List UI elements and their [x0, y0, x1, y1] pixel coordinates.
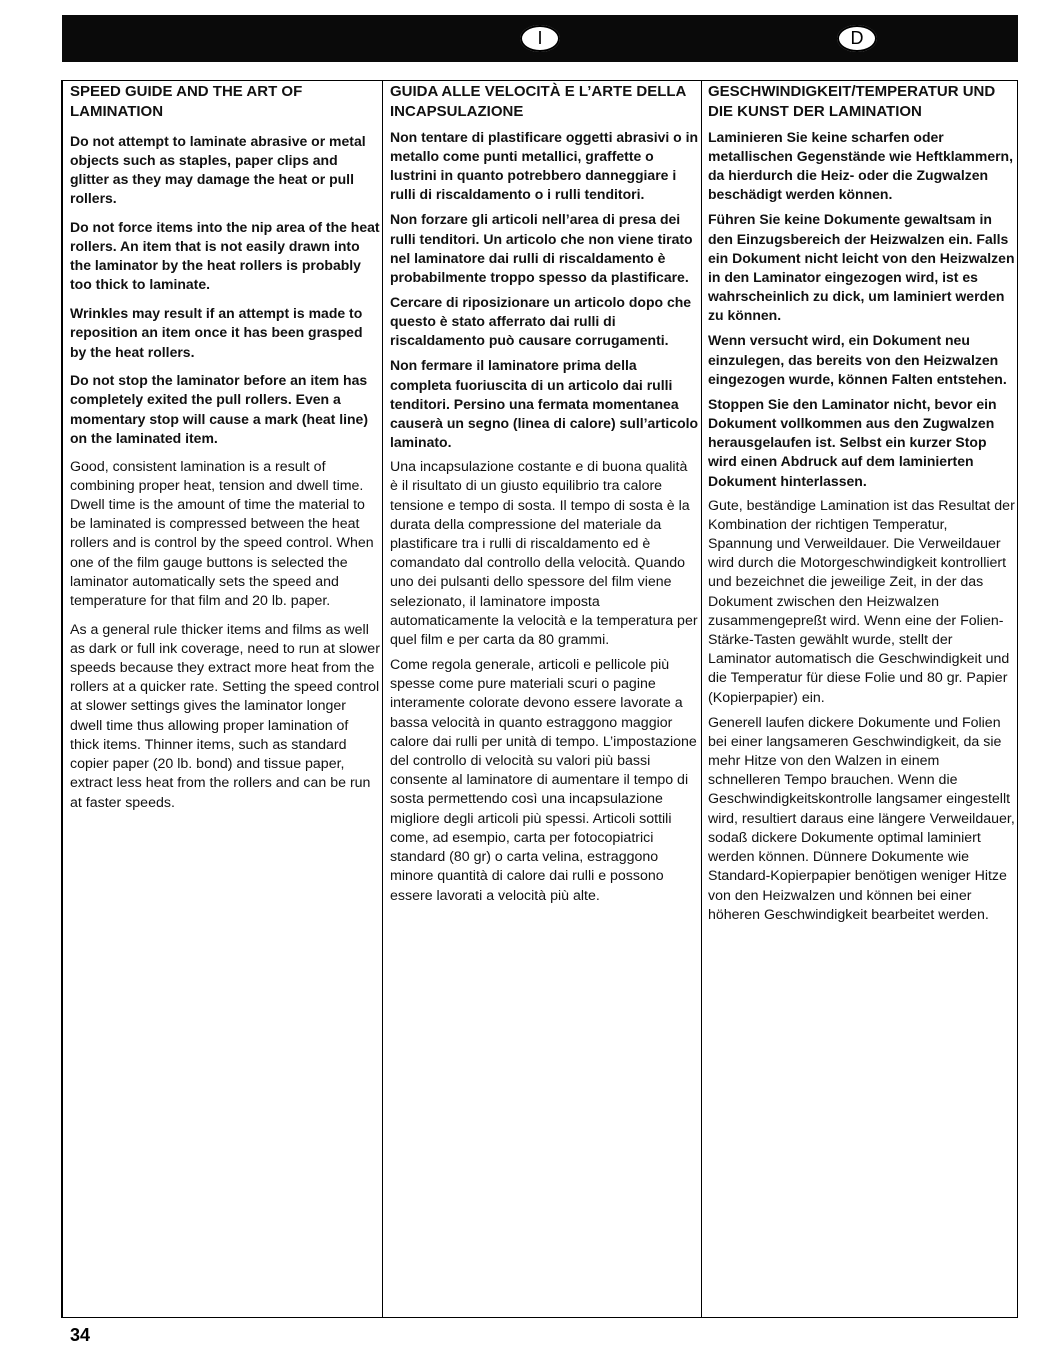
warning-paragraph: Wenn versucht wird, ein Dokument neu einzulegen, das bereits von den Heizwalzen eingezogen wurde, können Falten entstehen.	[708, 332, 1007, 387]
body-paragraph: Una incapsulazione costante e di buona qualità è il risultato di un giusto equilibrio tra calore tensione e tempo di sosta. Il tempo di sosta è la durata della compressione del materiale da plastificare tra i rulli di riscaldamento ed è comandato dal controllo della velocità. Quando uno dei pulsanti dello spessore del film viene selezionato, il laminatore imposta automaticamente la velocità e la temperatura per quel film e per carta da 80 grammi.	[390, 459, 698, 649]
header-bar	[62, 15, 1018, 62]
warning-paragraph: Do not attempt to laminate abrasive or metal objects such as staples, paper clips and glitter as they may damage the heat or pull rollers.	[70, 132, 366, 207]
warning-paragraph: Cercare di riposizionare un articolo dopo che questo è stato afferrato dai rulli di riscaldamento può causare corrugamenti.	[390, 294, 692, 349]
column-italian	[382, 81, 701, 1317]
column-title: SPEED GUIDE AND THE ART OF LAMINATION	[70, 83, 303, 120]
language-badge-german: D	[837, 25, 877, 52]
warning-paragraph: Stoppen Sie den Laminator nicht, bevor ein Dokument vollkommen aus den Zugwalzen herausgelaufen ist. Selbst ein kurzer Stop wird einen Abdruck auf dem laminierten Dokument hinterlassen.	[708, 395, 997, 489]
content-table	[61, 80, 1018, 1318]
warning-paragraph: Do not stop the laminator before an item has completely exited the pull rollers. Even a momentary stop will cause a mark (heat line) on the laminated item.	[70, 372, 368, 446]
warning-paragraph: Do not force items into the nip area of the heat rollers. An item that is not easily drawn into the laminator by the heat rollers is probably too thick to laminate.	[70, 218, 380, 293]
column-title: GUIDA ALLE VELOCITÀ E L’ARTE DELLA INCAPSULAZIONE	[390, 83, 686, 120]
warning-paragraph: Non forzare gli articoli nell’area di presa dei rulli tenditori. Un articolo che non viene tirato nel laminatore dai rulli di riscaldamento è probabilmente troppo spesso da plastificare.	[390, 211, 693, 286]
warning-paragraph: Non fermare il laminatore prima della completa fuoriuscita di un articolo dai rulli tenditori. Persino una fermata momentanea causerà un segno (linea di calore) sull’articolo laminato.	[390, 357, 699, 451]
warning-paragraph: Führen Sie keine Dokumente gewaltsam in den Einzugsbereich der Heizwalzen ein. Falls ein Dokument nicht leicht von den Heizwalzen in den Laminator eingezogen wird, ist es wahrscheinlich zu dick, um laminiert werden zu können.	[708, 211, 1015, 324]
body-paragraph: Come regola generale, articoli e pellicole più spesse come pure materiali scuri o pagine interamente colorate devono essere lavorate a bassa velocità in quanto estraggono maggior calore dai rulli per unità di tempo. L’impostazione del controllo di velocità su valori più bassi consente al laminatore di aumentare il tempo di sosta permettendo così una incapsulazione migliore degli articoli più spessi. Articoli sottili come, ad esempio, carta per fotocopiatrici standard (80 gr) o carta velina, estraggono minore quantità di calore dai rulli e possono essere lavorati a velocità più alte.	[390, 657, 697, 904]
column-title: GESCHWINDIGKEIT/TEMPERATUR UND DIE KUNST DER LAMINATION	[708, 83, 996, 120]
body-paragraph: Good, consistent lamination is a result of combining proper heat, tension and dwell time. Dwell time is the amount of time the material to be laminated is compressed between the heat rollers and is control by the speed control. When one of the film gauge buttons is selected the laminator automatically sets the speed and temperature for that film and 20 lb. paper.	[70, 458, 374, 609]
body-paragraph: As a general rule thicker items and films as well as dark or full ink coverage, need to run at slower speeds because they extract more heat from the rollers at a quicker rate. Setting the speed control at slower settings gives the laminator longer dwell time thus allowing proper lamination of thick items. Thinner items, such as standard copier paper (20 lb. bond) and tissue paper, extract less heat from the rollers and can be run at faster speeds.	[70, 621, 380, 811]
column-english	[63, 81, 382, 1317]
warning-paragraph: Laminieren Sie keine scharfen oder metallischen Gegenstände wie Heftklammern, da hierdurch die Heiz- oder die Zugwalzen beschädigt werden können.	[708, 128, 1013, 203]
page-number: 34	[70, 1325, 91, 1345]
warning-paragraph: Non tentare di plastificare oggetti abrasivi o in metallo come punti metallici, graffette o lustrini in quanto potrebbero danneggiare i rulli di riscaldamento o i rulli tenditori.	[390, 128, 699, 203]
warning-paragraph: Wrinkles may result if an attempt is made to reposition an item once it has been grasped by the heat rollers.	[70, 305, 363, 360]
language-badge-italian: I	[520, 25, 560, 52]
body-paragraph: Gute, beständige Lamination ist das Resultat der Kombination der richtigen Temperatur, Spannung und Verweildauer. Die Verweildauer wird durch die Motorgeschwindigkeit kontrolliert und bezeichnet die jeweilige Zeit, in der das Dokument zwischen den Heizwalzen zusammengepreßt wird. Wenn eine der Folien-Stärke-Tasten gewählt wurde, stellt der Laminator automatisch die Geschwindigkeit und die Temperatur für diese Folie und 80 gr. Papier (Kopierpapier) ein.	[708, 497, 1015, 706]
column-german	[701, 81, 1017, 1317]
body-paragraph: Generell laufen dickere Dokumente und Folien bei einer langsameren Geschwindigkeit, da sie mehr Hitze von den Walzen in einem schnelleren Tempo brauchen. Wenn die Geschwindigkeitskontrolle langsamer eingestellt wird, resultiert daraus eine längere Verweildauer, sodaß dickere Dokumente optimal laminiert werden können. Dünnere Dokumente wie Standard-Kopierpapier benötigen weniger Hitze von den Heizwalzen und können bei einer höheren Geschwindigkeit bearbeitet werden.	[708, 714, 1015, 923]
